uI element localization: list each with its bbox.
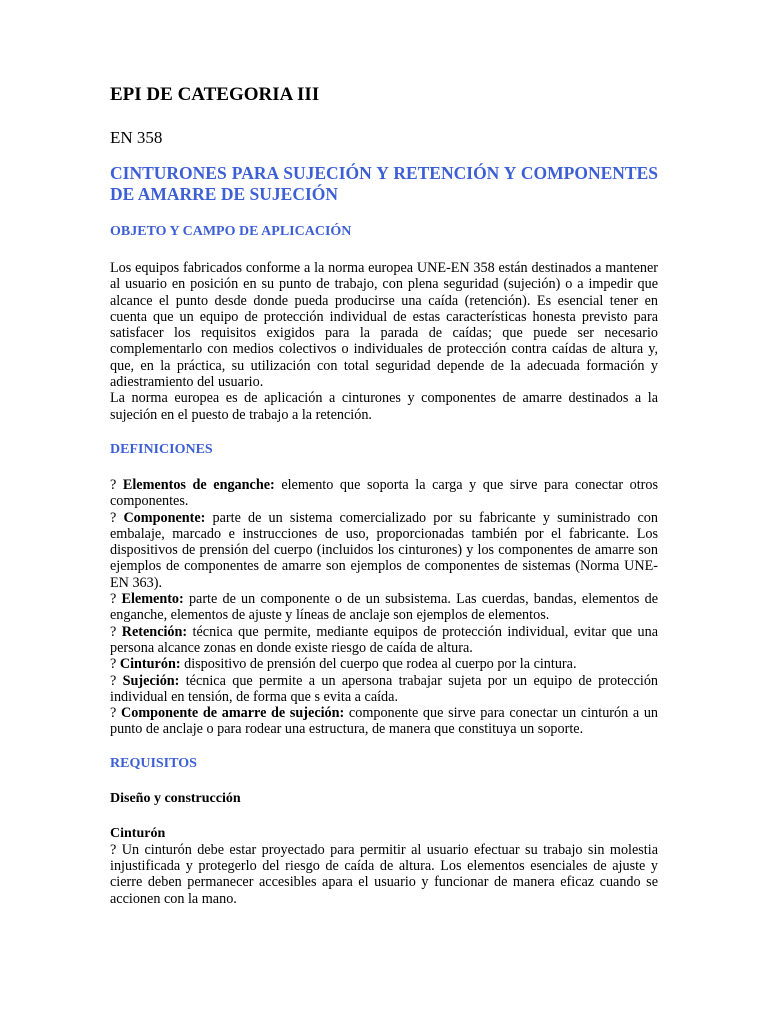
definition-text: técnica que permite a un apersona trabajar sujeta por un equipo de protección individual en tensión, de forma que s evita a caída.	[110, 672, 659, 705]
definition-text: dispositivo de prensión del cuerpo que rodea al cuerpo por la cintura.	[180, 656, 577, 673]
subsection-heading-design: Diseño y construcción	[110, 790, 241, 806]
definition-item	[110, 656, 658, 672]
definition-term: Componente:	[123, 509, 206, 526]
object-paragraph-1: Los equipos fabricados conforme a la norma europea UNE-EN 358 están destinados a mantener al usuario en posición en su punto de trabajo, con plena seguridad (sujeción) o a impedir que alcance el punto desde donde pueda producirse una caída (retención). Es esencial tener en cuenta que un equipo de protección individual de estas características honesta previsto para satisfacer los requisitos exigidos para la parada de caídas; que puede ser necesario complementarlo con medios colectivos o individuales de protección contra caídas de altura y, que, en la práctica, su utilización con total seguridad depende de la adecuada formación y adiestramiento del usuario.	[110, 260, 658, 391]
standard-code: EN 358	[110, 128, 163, 147]
definition-term: Elemento:	[121, 591, 184, 608]
bullet-mark: ?	[110, 591, 117, 608]
definition-item	[110, 510, 658, 591]
bullet-mark: ?	[110, 476, 117, 493]
bullet-mark: ?	[110, 509, 117, 526]
section-heading-object: OBJETO Y CAMPO DE APLICACIÓN	[110, 224, 352, 239]
definition-term: Retención:	[121, 623, 188, 640]
definition-text: elemento que soporta la carga y que sirve para conectar otros componentes.	[110, 476, 658, 510]
object-paragraph-2: La norma europea es de aplicación a cinturones y componentes de amarre destinados a la sujeción en el puesto de trabajo a la retención.	[110, 390, 658, 423]
bullet-mark: ?	[110, 705, 117, 722]
definition-text: técnica que permite, mediante equipos de protección individual, evitar que una persona alcance zonas en donde existe riesgo de caída de altura.	[110, 623, 658, 656]
definition-item	[110, 705, 658, 738]
definition-item	[110, 591, 658, 624]
definition-text: parte de un componente o de un subsistema. Las cuerdas, bandas, elementos de enganche, elementos de ajuste y líneas de anclaje son ejemplos de elementos.	[110, 591, 659, 624]
definition-term: Cinturón:	[119, 656, 181, 673]
definition-term: Sujeción:	[122, 672, 180, 689]
definition-item	[110, 477, 658, 510]
definition-term: Componente de amarre de sujeción:	[120, 705, 345, 722]
definitions-list	[110, 477, 658, 738]
definition-item	[110, 673, 658, 706]
main-heading: CINTURONES PARA SUJECIÓN Y RETENCIÓN Y COMPONENTES DE AMARRE DE SUJECIÓN	[110, 163, 658, 204]
section-heading-requirements: REQUISITOS	[110, 755, 197, 771]
belt-paragraph: ? Un cinturón debe estar proyectado para permitir al usuario efectuar su trabajo sin molestia injustificada y protegerlo del riesgo de caída de altura. Los elementos esenciales de ajuste y cierre deben permanecer accesibles apara el usuario y funcionar de manera eficaz cuando se accionen con la mano.	[110, 841, 658, 907]
bullet-mark: ?	[110, 623, 117, 640]
bullet-mark: ?	[110, 672, 117, 689]
bullet-mark: ?	[110, 656, 117, 673]
section-heading-definitions: DEFINICIONES	[110, 441, 213, 457]
definition-item	[110, 624, 658, 657]
definition-text: componente que sirve para conectar un cinturón a un punto de anclaje o para rodear una estructura, de manera que constituya un soporte.	[110, 705, 659, 738]
definition-text: parte de un sistema comercializado por su fabricante y suministrado con embalaje, marcado e instrucciones de uso, proporcionadas también por el fabricante. Los dispositivos de prensión del cuerpo (incluidos los cinturones) y los componentes de amarre son ejemplos de componentes de amarre son ejemplos de componentes de sistemas (Norma UNE-EN 363).	[110, 509, 658, 591]
document-title: EPI DE CATEGORIA III	[110, 84, 320, 105]
definition-term: Elementos de enganche:	[122, 476, 275, 493]
subsection-heading-belt: Cinturón	[110, 825, 166, 841]
